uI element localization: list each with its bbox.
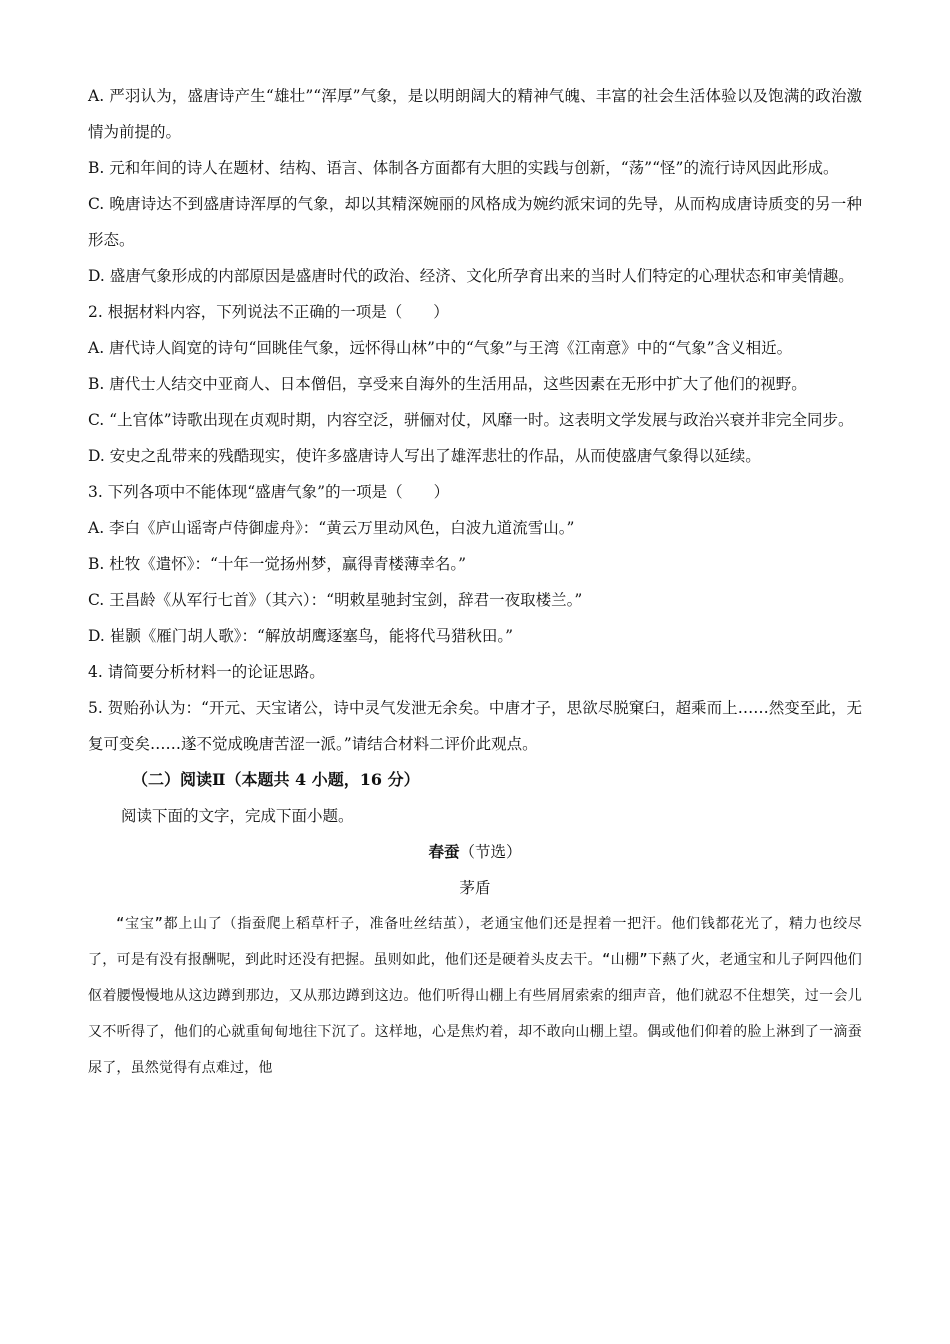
document-page: [88, 78, 862, 1086]
q1-option-b: B. 元和年间的诗人在题材、结构、语言、体制各方面都有大胆的实践与创新，“荡”“怪”的流行诗风因此形成。: [88, 159, 839, 177]
story-author: 茅盾: [459, 879, 491, 897]
story-paragraph: “宝宝”都上山了（指蚕爬上稻草杆子，准备吐丝结茧），老通宝他们还是捏着一把汗。他们钱都花光了，精力也绞尽了，可是有没有报酬呢，到此时还没有把握。虽则如此，他们还是硬着头皮去干。“山棚”下爇了火，老通宝和儿子阿四他们伛着腰慢慢地从这边蹲到那边，又从那边蹲到这边。他们听得山棚上有些屑屑索索的细声音，他们就忍不住想笑，过一会儿又不听得了，他们的心就重甸甸地往下沉了。这样地，心是焦灼着，却不敢向山棚上望。偶或他们仰着的脸上淋到了一滴蚕尿了，虽然觉得有点难过，他: [88, 916, 862, 1076]
q1-option-a: A. 严羽认为，盛唐诗产生“雄壮”“浑厚”气象，是以明朗阔大的精神气魄、丰富的社会生活体验以及饱满的政治激情为前提的。: [88, 87, 862, 141]
story-title-main: 春蚕: [428, 842, 460, 861]
q2-option-d: D. 安史之乱带来的残酷现实，使许多盛唐诗人写出了雄浑悲壮的作品，从而使盛唐气象得以延续。: [88, 447, 761, 465]
q2-option-c: C. “上官体”诗歌出现在贞观时期，内容空泛，骈俪对仗，风靡一时。这表明文学发展与政治兴衰并非完全同步。: [88, 411, 854, 429]
q3-option-c: C. 王昌龄《从军行七首》（其六）：“明敕星驰封宝剑，辞君一夜取楼兰。”: [88, 591, 583, 609]
q2-stem: 2. 根据材料内容，下列说法不正确的一项是（ ）: [88, 303, 449, 321]
q1-option-d: D. 盛唐气象形成的内部原因是盛唐时代的政治、经济、文化所孕育出来的当时人们特定的心理状态和审美情趣。: [88, 267, 854, 285]
q3-option-a: A. 李白《庐山谣寄卢侍御虚舟》：“黄云万里动风色，白波九道流雪山。”: [88, 519, 575, 537]
section-heading: （二）阅读Ⅱ（本题共 4 小题，16 分）: [132, 770, 420, 789]
q5-stem: 5. 贺贻孙认为：“开元、天宝诸公，诗中灵气发泄无余矣。中唐才子，思欲尽脱窠臼，超乘而上……然变至此，无复可变矣……遂不觉成晚唐苦涩一派。”请结合材料二评价此观点。: [88, 699, 862, 753]
q3-option-d: D. 崔颢《雁门胡人歌》：“解放胡鹰逐塞鸟，能将代马猎秋田。”: [88, 627, 514, 645]
story-title-note: （节选）: [459, 843, 522, 861]
q2-option-b: B. 唐代士人结交中亚商人、日本僧侣，享受来自海外的生活用品，这些因素在无形中扩大了他们的视野。: [88, 375, 807, 393]
q2-option-a: A. 唐代诗人阎宽的诗句“回眺佳气象，远怀得山林”中的“气象”与王湾《江南意》中的“气象”含义相近。: [88, 339, 793, 357]
section-instruction: 阅读下面的文字，完成下面小题。: [121, 807, 354, 825]
q3-stem: 3. 下列各项中不能体现“盛唐气象”的一项是（ ）: [88, 483, 450, 501]
story-title: [88, 834, 862, 870]
q3-option-b: B. 杜牧《遣怀》：“十年一觉扬州梦，赢得青楼薄幸名。”: [88, 555, 467, 573]
q4-stem: 4. 请简要分析材料一的论证思路。: [88, 663, 325, 681]
q1-option-c: C. 晚唐诗达不到盛唐诗浑厚的气象，却以其精深婉丽的风格成为婉约派宋词的先导，从而构成唐诗质变的另一种形态。: [88, 195, 862, 249]
